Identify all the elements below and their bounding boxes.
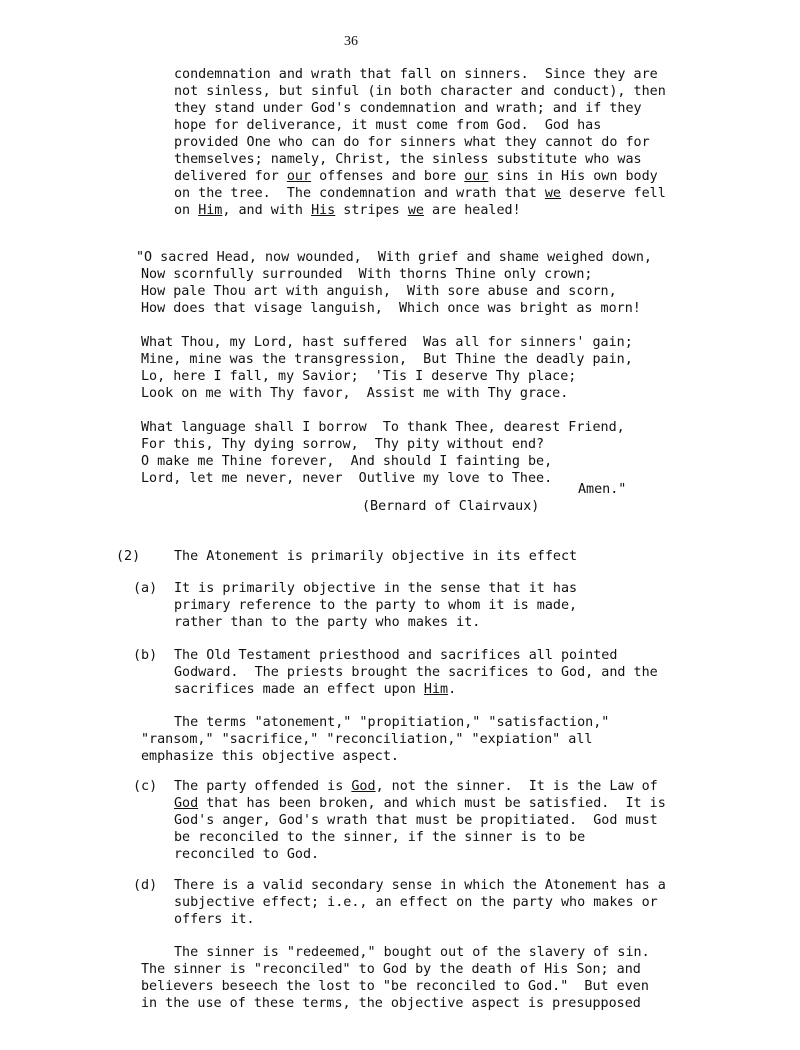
text-line: delivered for our offenses and bore our sins in His own body [174, 169, 658, 184]
hymn-line: How pale Thou art with anguish, With sore abuse and scorn, [141, 284, 617, 299]
item-line: offers it. [174, 912, 255, 927]
item-label: (d) [133, 878, 158, 893]
item-line: God's anger, God's wrath that must be propitiated. God must [174, 813, 658, 828]
hymn-attribution: (Bernard of Clairvaux) [362, 499, 540, 514]
text-line: on the tree. The condemnation and wrath that we deserve fell [174, 186, 666, 201]
item-label: (b) [133, 648, 158, 663]
text-line: themselves; namely, Christ, the sinless substitute who was [174, 152, 642, 167]
item-label: (a) [133, 581, 158, 596]
hymn-amen: Amen." [578, 482, 627, 497]
hymn-line: How does that visage languish, Which once was bright as morn! [141, 301, 641, 316]
item-line: It is primarily objective in the sense that it has [174, 581, 578, 596]
section-number: (2) [116, 549, 141, 564]
hymn-line: "O sacred Head, now wounded, With grief and shame weighed down, [136, 250, 652, 265]
text-line: condemnation and wrath that fall on sinners. Since they are [174, 67, 658, 82]
item-label: (c) [133, 779, 158, 794]
section-heading: The Atonement is primarily objective in its effect [174, 549, 578, 564]
hymn-line: Look on me with Thy favor, Assist me with Thy grace. [141, 386, 569, 401]
hymn-line: For this, Thy dying sorrow, Thy pity without end? [141, 437, 545, 452]
text-line: in the use of these terms, the objective aspect is presupposed [141, 996, 641, 1011]
hymn-line: Lo, here I fall, my Savior; 'Tis I deserve Thy place; [141, 369, 577, 384]
hymn-line: Lord, let me never, never Outlive my love to Thee. [141, 471, 553, 486]
item-line: reconciled to God. [174, 847, 320, 862]
text-line: "ransom," "sacrifice," "reconciliation," "expiation" all [141, 732, 593, 747]
item-line: The Old Testament priesthood and sacrifices all pointed [174, 648, 618, 663]
text-line: believers beseech the lost to "be reconciled to God." But even [141, 979, 649, 994]
item-line: God that has been broken, and which must be satisfied. It is [174, 796, 666, 811]
item-line: subjective effect; i.e., an effect on the party who makes or [174, 895, 658, 910]
hymn-line: What Thou, my Lord, hast suffered Was all for sinners' gain; [141, 335, 633, 350]
item-line: rather than to the party who makes it. [174, 615, 481, 630]
text-line: The sinner is "reconciled" to God by the death of His Son; and [141, 962, 641, 977]
hymn-line: What language shall I borrow To thank Thee, dearest Friend, [141, 420, 625, 435]
text-line: The sinner is "redeemed," bought out of the slavery of sin. [174, 945, 650, 960]
text-line: they stand under God's condemnation and wrath; and if they [174, 101, 642, 116]
item-line: be reconciled to the sinner, if the sinner is to be [174, 830, 586, 845]
hymn-line: O make me Thine forever, And should I fainting be, [141, 454, 553, 469]
item-line: sacrifices made an effect upon Him. [174, 682, 457, 697]
hymn-line: Mine, mine was the transgression, But Thine the deadly pain, [141, 352, 633, 367]
text-line: emphasize this objective aspect. [141, 749, 399, 764]
text-line: on Him, and with His stripes we are healed! [174, 203, 521, 218]
item-line: There is a valid secondary sense in which the Atonement has a [174, 878, 666, 893]
hymn-line: Now scornfully surrounded With thorns Thine only crown; [141, 267, 593, 282]
text-line: The terms "atonement," "propitiation," "satisfaction," [174, 715, 610, 730]
item-line: Godward. The priests brought the sacrifices to God, and the [174, 665, 658, 680]
page-number: 36 [344, 34, 358, 49]
text-line: hope for deliverance, it must come from God. God has [174, 118, 602, 133]
text-line: provided One who can do for sinners what they cannot do for [174, 135, 650, 150]
item-line: The party offended is God, not the sinner. It is the Law of [174, 779, 658, 794]
text-line: not sinless, but sinful (in both character and conduct), then [174, 84, 666, 99]
item-line: primary reference to the party to whom it is made, [174, 598, 578, 613]
